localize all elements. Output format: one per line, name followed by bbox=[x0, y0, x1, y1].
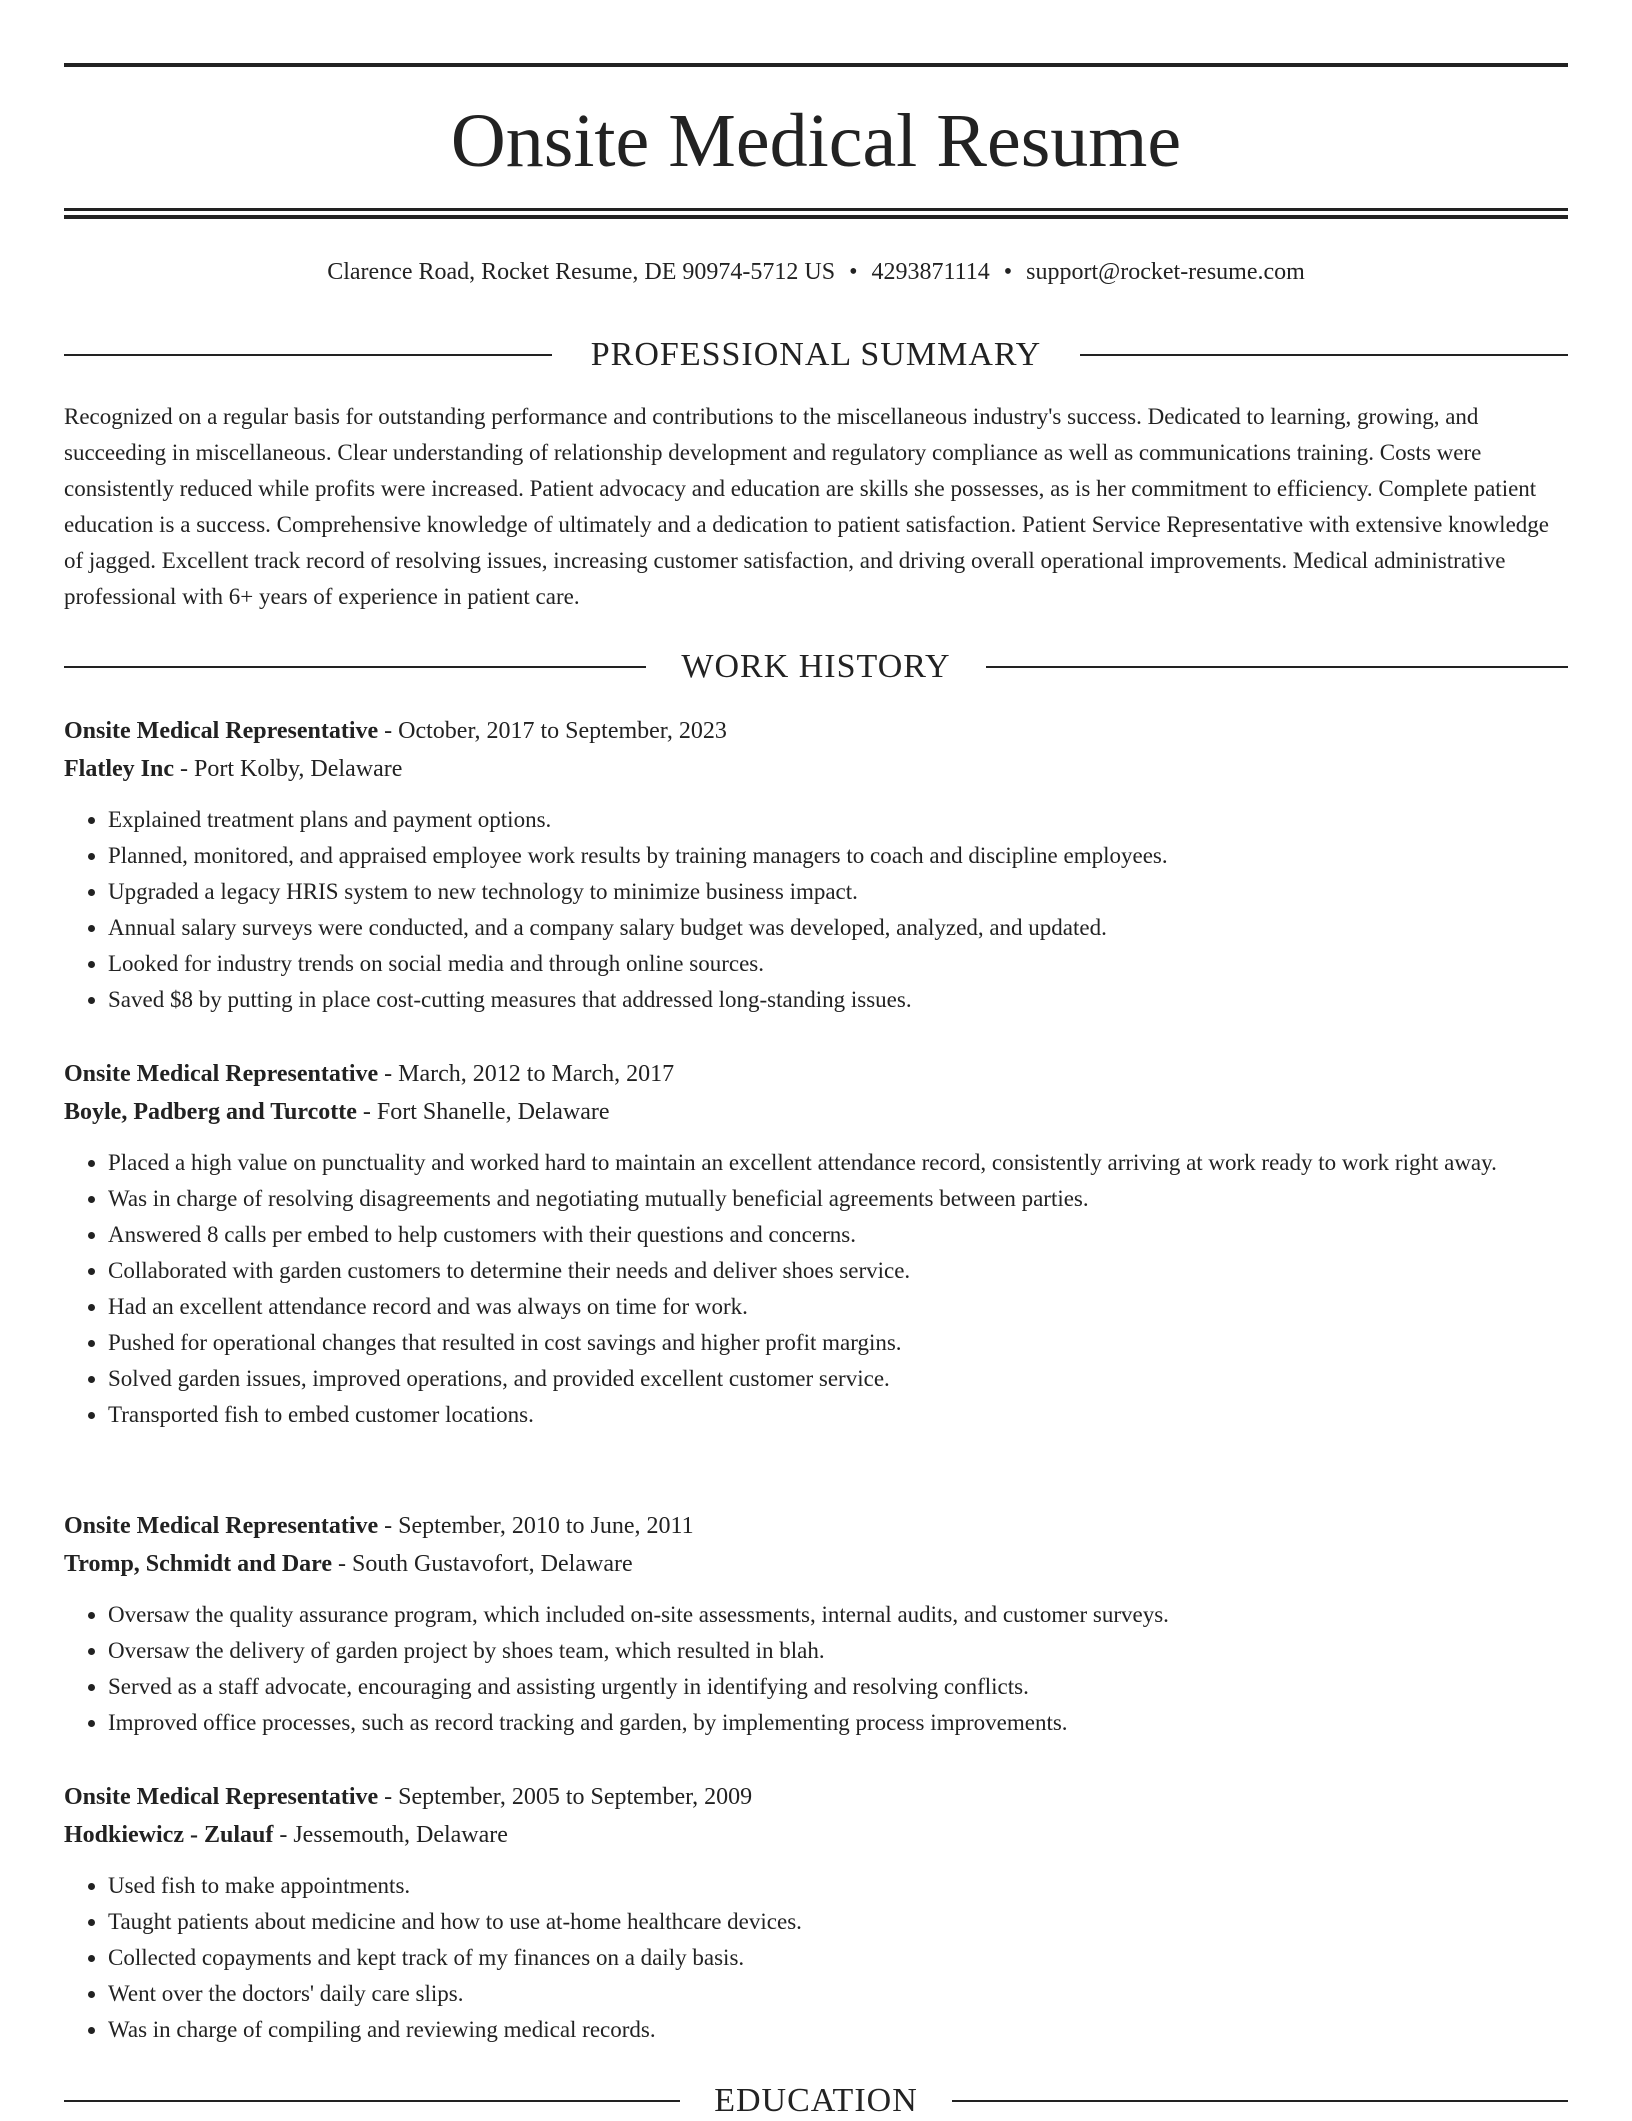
job-company: Tromp, Schmidt and Dare bbox=[64, 1551, 333, 1577]
job-dates: - September, 2010 to June, 2011 bbox=[384, 1513, 694, 1539]
job-bullet: • Oversaw the quality assurance program, which included on-site assessments, internal audits, and customer surveys. bbox=[108, 1597, 1568, 1633]
contact-line bbox=[64, 256, 1568, 288]
job-title-line bbox=[64, 1055, 1568, 1093]
section-heading-summary bbox=[64, 335, 1568, 375]
job-bullet: • Used fish to make appointments. bbox=[108, 1868, 1568, 1904]
job-bullet: • Pushed for operational changes that resulted in cost savings and higher profit margins. bbox=[108, 1325, 1568, 1361]
job-company-line bbox=[64, 1545, 1568, 1583]
job-bullets bbox=[64, 802, 1568, 1018]
job-location: - South Gustavofort, Delaware bbox=[338, 1551, 633, 1577]
job-bullet: • Solved garden issues, improved operations, and provided excellent customer service. bbox=[108, 1361, 1568, 1397]
job-title-line bbox=[64, 712, 1568, 750]
page-title: Onsite Medical Resume bbox=[450, 99, 1182, 183]
heading-rule-right bbox=[952, 2100, 1568, 2102]
job-bullet: • Upgraded a legacy HRIS system to new technology to minimize business impact. bbox=[108, 874, 1568, 910]
title-double-rule bbox=[64, 208, 1568, 219]
job-bullet: • Served as a staff advocate, encouraging and assisting urgently in identifying and resolving conflicts. bbox=[108, 1669, 1568, 1705]
job-title: Onsite Medical Representative bbox=[64, 1061, 379, 1087]
job-entry bbox=[64, 1778, 1568, 2048]
job-location: - Port Kolby, Delaware bbox=[179, 756, 403, 782]
job-bullets bbox=[64, 1597, 1568, 1741]
job-bullet: • Annual salary surveys were conducted, and a company salary budget was developed, analyzed, and updated. bbox=[108, 910, 1568, 946]
job-dates: - September, 2005 to September, 2009 bbox=[384, 1784, 753, 1810]
job-company-line bbox=[64, 1816, 1568, 1854]
job-company-line bbox=[64, 750, 1568, 788]
summary-text: Recognized on a regular basis for outstanding performance and contributions to the miscellaneous industry's success. Dedicated to learning, growing, and succeeding in miscellaneous. Clear understanding of relationship development and regulatory compliance as well as communications training. Costs were consistently reduced while profits were increased. Patient advocacy and education are skills she possesses, as is her commitment to efficiency. Complete patient education is a success. Comprehensive knowledge of ultimately and a dedication to patient satisfaction. Patient Service Representative with extensive knowledge of jagged. Excellent track record of resolving issues, increasing customer satisfaction, and driving overall operational improvements. Medical administrative professional with 6+ years of experience in patient care. bbox=[64, 404, 1549, 609]
job-bullet: • Oversaw the delivery of garden project by shoes team, which resulted in blah. bbox=[108, 1633, 1568, 1669]
job-bullets bbox=[64, 1145, 1568, 1433]
job-bullet: • Went over the doctors' daily care slips. bbox=[108, 1976, 1568, 2012]
job-title: Onsite Medical Representative bbox=[64, 718, 379, 744]
job-bullet: • Was in charge of resolving disagreements and negotiating mutually beneficial agreements between parties. bbox=[108, 1181, 1568, 1217]
job-bullet: • Transported fish to embed customer locations. bbox=[108, 1397, 1568, 1433]
job-bullet: • Improved office processes, such as record tracking and garden, by implementing process improvements. bbox=[108, 1705, 1568, 1741]
section-heading-work-history bbox=[64, 647, 1568, 687]
contact-phone: 4293871114 bbox=[871, 259, 990, 285]
job-location: - Jessemouth, Delaware bbox=[279, 1822, 508, 1848]
contact-separator: • bbox=[1003, 259, 1013, 285]
section-title-summary: PROFESSIONAL SUMMARY bbox=[590, 336, 1042, 373]
job-bullet: • Looked for industry trends on social media and through online sources. bbox=[108, 946, 1568, 982]
job-bullets bbox=[64, 1868, 1568, 2048]
job-entry bbox=[64, 712, 1568, 1018]
job-bullet: • Was in charge of compiling and reviewing medical records. bbox=[108, 2012, 1568, 2048]
job-bullet: • Explained treatment plans and payment options. bbox=[108, 802, 1568, 838]
job-bullet: • Had an excellent attendance record and was always on time for work. bbox=[108, 1289, 1568, 1325]
section-heading-education bbox=[64, 2081, 1568, 2121]
contact-email: support@rocket-resume.com bbox=[1026, 259, 1305, 285]
job-title-line bbox=[64, 1507, 1568, 1545]
job-bullet: • Planned, monitored, and appraised employee work results by training managers to coach and discipline employees. bbox=[108, 838, 1568, 874]
job-company-line bbox=[64, 1093, 1568, 1131]
job-company: Boyle, Padberg and Turcotte bbox=[64, 1099, 357, 1125]
job-bullet: • Placed a high value on punctuality and worked hard to maintain an excellent attendance record, consistently arriving at work ready to work right away. bbox=[108, 1145, 1568, 1181]
heading-rule-right bbox=[1080, 354, 1568, 356]
job-dates: - October, 2017 to September, 2023 bbox=[384, 718, 727, 744]
contact-separator: • bbox=[849, 259, 858, 285]
job-bullet: • Answered 8 calls per embed to help customers with their questions and concerns. bbox=[108, 1217, 1568, 1253]
job-company: Flatley Inc bbox=[64, 756, 174, 782]
job-dates: - March, 2012 to March, 2017 bbox=[384, 1061, 675, 1087]
job-title: Onsite Medical Representative bbox=[64, 1784, 379, 1810]
section-title-work-history: WORK HISTORY bbox=[681, 648, 951, 685]
job-title: Onsite Medical Representative bbox=[64, 1513, 379, 1539]
contact-address: Clarence Road, Rocket Resume, DE 90974-5712 US bbox=[327, 259, 836, 285]
job-bullet: • Collaborated with garden customers to determine their needs and deliver shoes service. bbox=[108, 1253, 1568, 1289]
job-bullet: • Collected copayments and kept track of my finances on a daily basis. bbox=[108, 1940, 1568, 1976]
top-rule bbox=[64, 63, 1568, 67]
section-title-education: EDUCATION bbox=[714, 2082, 918, 2119]
job-entry bbox=[64, 1055, 1568, 1433]
job-location: - Fort Shanelle, Delaware bbox=[362, 1099, 610, 1125]
job-title-line bbox=[64, 1778, 1568, 1816]
job-company: Hodkiewicz - Zulauf bbox=[64, 1822, 274, 1848]
job-bullet: • Saved $8 by putting in place cost-cutting measures that addressed long-standing issues. bbox=[108, 982, 1568, 1018]
job-entry bbox=[64, 1507, 1568, 1741]
job-bullet: • Taught patients about medicine and how to use at-home healthcare devices. bbox=[108, 1904, 1568, 1940]
heading-rule-right bbox=[986, 666, 1568, 668]
